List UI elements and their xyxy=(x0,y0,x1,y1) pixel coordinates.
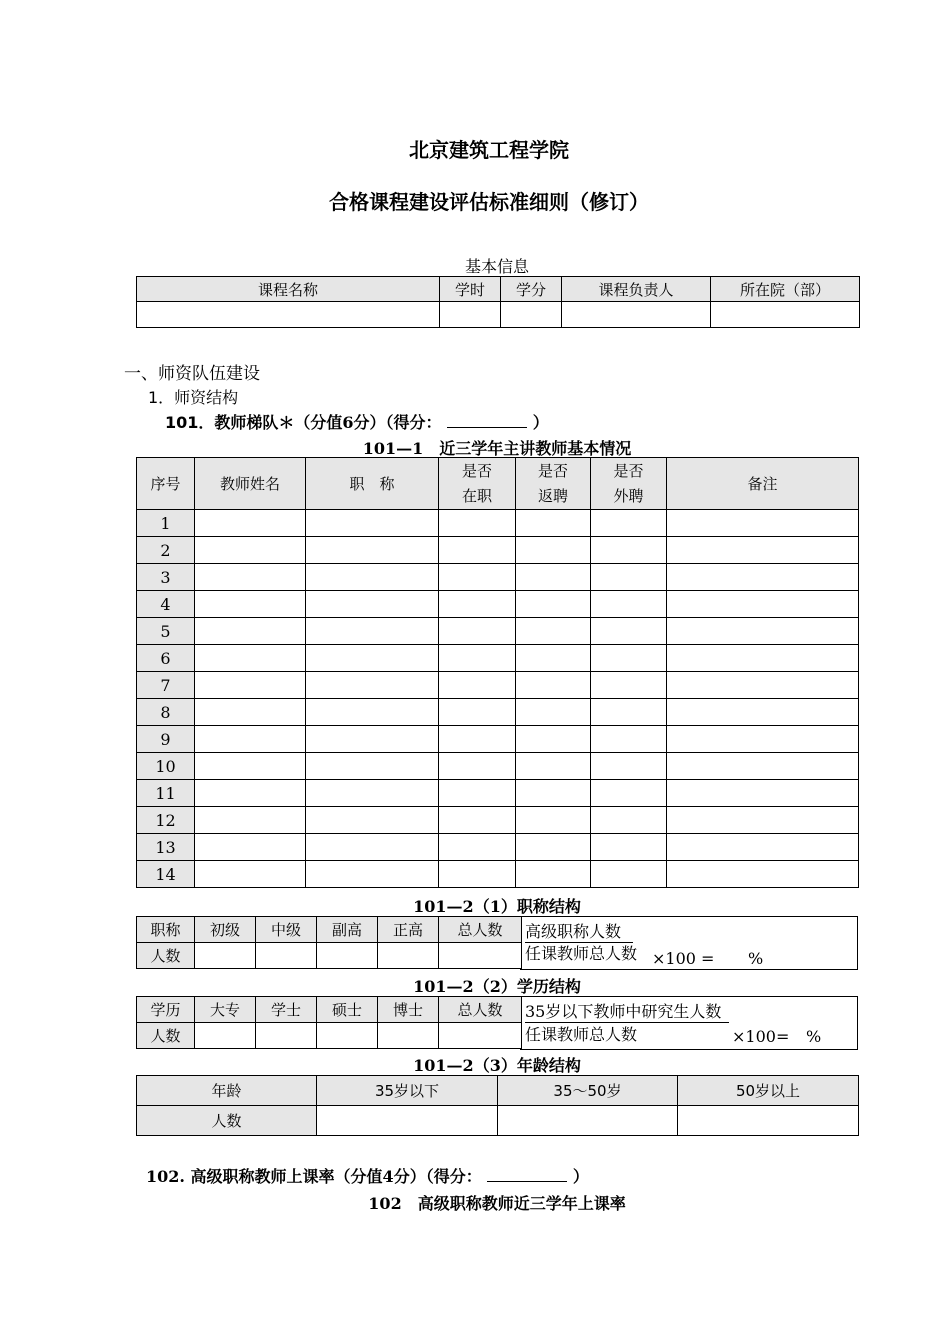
teacher-cell[interactable] xyxy=(667,834,859,861)
teacher-row xyxy=(137,834,859,861)
item-101-prefix: 101．教师梯队＊（分值 xyxy=(165,413,343,432)
edu-count-label: 人数 xyxy=(137,1023,195,1049)
col-title: 职 称 xyxy=(306,458,439,510)
document-title: 合格课程建设评估标准细则（修订） xyxy=(329,190,649,214)
education-ratio-percent: % xyxy=(806,1027,822,1046)
basic-cell-owner[interactable] xyxy=(562,302,711,328)
item-101-heading xyxy=(165,410,549,433)
age-structure-table xyxy=(136,1075,859,1136)
teacher-cell[interactable] xyxy=(439,861,516,888)
title-count-label: 人数 xyxy=(137,943,195,969)
item-101-close: ） xyxy=(532,413,549,432)
basic-col-hours: 学时 xyxy=(440,277,501,302)
teacher-cell[interactable] xyxy=(195,618,306,645)
edu-cell[interactable] xyxy=(378,1023,439,1049)
teacher-cell[interactable] xyxy=(306,807,439,834)
education-ratio-numerator: 35岁以下教师中研究生人数 xyxy=(525,999,729,1023)
teacher-row-number: 13 xyxy=(137,834,195,861)
teacher-row-number: 11 xyxy=(137,780,195,807)
teacher-cell[interactable] xyxy=(667,537,859,564)
education-ratio-box xyxy=(520,996,858,1050)
teacher-cell[interactable] xyxy=(306,672,439,699)
institution-title: 北京建筑工程学院 xyxy=(409,138,569,162)
title-cell[interactable] xyxy=(256,943,317,969)
teacher-row xyxy=(137,807,859,834)
teacher-cell[interactable] xyxy=(516,726,591,753)
teacher-row xyxy=(137,726,859,753)
teacher-cell[interactable] xyxy=(306,618,439,645)
title-ratio-percent: % xyxy=(748,949,764,968)
edu-cell[interactable] xyxy=(439,1023,522,1049)
teacher-cell[interactable] xyxy=(306,753,439,780)
teacher-cell[interactable] xyxy=(667,726,859,753)
teacher-cell[interactable] xyxy=(306,726,439,753)
title-senior: 正高 xyxy=(378,917,439,943)
item-102-score: 4 xyxy=(382,1167,394,1186)
teacher-cell[interactable] xyxy=(516,537,591,564)
teacher-cell[interactable] xyxy=(195,861,306,888)
teacher-cell[interactable] xyxy=(195,537,306,564)
edu-doctor: 博士 xyxy=(378,997,439,1023)
item-102-score-blank[interactable] xyxy=(487,1167,567,1182)
teacher-cell[interactable] xyxy=(439,672,516,699)
teacher-cell[interactable] xyxy=(195,753,306,780)
teacher-row-number: 7 xyxy=(137,672,195,699)
age-cell[interactable] xyxy=(498,1106,678,1136)
teacher-cell[interactable] xyxy=(591,861,667,888)
basic-info-caption: 基本信息 xyxy=(464,257,529,276)
age-35-50: 35～50岁 xyxy=(498,1076,678,1106)
teacher-cell[interactable] xyxy=(439,780,516,807)
teacher-cell[interactable] xyxy=(591,510,667,537)
age-header-label: 年龄 xyxy=(137,1076,317,1106)
teacher-cell[interactable] xyxy=(195,726,306,753)
teacher-cell[interactable] xyxy=(667,618,859,645)
education-ratio-denominator: 任课教师总人数 xyxy=(525,1025,638,1044)
col-serving: 是否 在职 xyxy=(439,458,516,510)
teacher-cell[interactable] xyxy=(667,699,859,726)
teacher-cell[interactable] xyxy=(667,753,859,780)
teacher-row xyxy=(137,672,859,699)
teacher-cell[interactable] xyxy=(195,672,306,699)
teacher-cell[interactable] xyxy=(439,618,516,645)
item-101-score: 6 xyxy=(342,413,354,432)
teacher-row-number: 4 xyxy=(137,591,195,618)
teacher-row xyxy=(137,618,859,645)
item-101-suffix: 分）（得分： xyxy=(353,413,442,432)
title-total: 总人数 xyxy=(439,917,522,943)
teacher-cell[interactable] xyxy=(306,564,439,591)
teacher-cell[interactable] xyxy=(667,672,859,699)
basic-cell-hours[interactable] xyxy=(440,302,501,328)
teacher-row xyxy=(137,537,859,564)
teacher-cell[interactable] xyxy=(591,807,667,834)
title-cell[interactable] xyxy=(317,943,378,969)
edu-cell[interactable] xyxy=(256,1023,317,1049)
teacher-cell[interactable] xyxy=(591,537,667,564)
basic-col-credits: 学分 xyxy=(501,277,562,302)
item-102-prefix: 102. 高级职称教师上课率（分值 xyxy=(146,1167,383,1186)
teacher-cell[interactable] xyxy=(591,564,667,591)
teacher-table xyxy=(136,457,859,888)
teacher-cell[interactable] xyxy=(195,807,306,834)
teacher-cell[interactable] xyxy=(516,699,591,726)
teacher-row xyxy=(137,780,859,807)
col-remark: 备注 xyxy=(667,458,859,510)
teacher-row-number: 8 xyxy=(137,699,195,726)
teacher-cell[interactable] xyxy=(306,645,439,672)
basic-cell-course-name[interactable] xyxy=(137,302,440,328)
teacher-row xyxy=(137,564,859,591)
title-ratio-numerator: 高级职称人数 xyxy=(525,919,633,943)
teacher-cell[interactable] xyxy=(516,564,591,591)
teacher-cell[interactable] xyxy=(591,699,667,726)
teacher-cell[interactable] xyxy=(306,834,439,861)
item-101-score-blank[interactable] xyxy=(447,413,527,428)
teacher-cell[interactable] xyxy=(439,726,516,753)
teacher-cell[interactable] xyxy=(516,834,591,861)
teacher-cell[interactable] xyxy=(591,834,667,861)
teacher-cell[interactable] xyxy=(667,807,859,834)
item-102-close: ） xyxy=(572,1167,589,1186)
teacher-cell[interactable] xyxy=(195,645,306,672)
teacher-cell[interactable] xyxy=(516,618,591,645)
teacher-row xyxy=(137,510,859,537)
education-structure-table xyxy=(136,996,522,1049)
title-cell[interactable] xyxy=(439,943,522,969)
teacher-row xyxy=(137,699,859,726)
edu-master: 硕士 xyxy=(317,997,378,1023)
basic-info-table xyxy=(136,276,860,328)
teacher-cell[interactable] xyxy=(439,564,516,591)
teacher-cell[interactable] xyxy=(516,591,591,618)
title-junior: 初级 xyxy=(195,917,256,943)
edu-header-label: 学历 xyxy=(137,997,195,1023)
title-ratio-formula: ×100 = xyxy=(652,949,715,968)
teacher-row-number: 6 xyxy=(137,645,195,672)
table-101-2-3-caption: 101—2（3）年龄结构 xyxy=(413,1056,581,1075)
teacher-cell[interactable] xyxy=(516,861,591,888)
edu-bachelor: 学士 xyxy=(256,997,317,1023)
teacher-row-number: 14 xyxy=(137,861,195,888)
teacher-cell[interactable] xyxy=(516,672,591,699)
teacher-cell[interactable] xyxy=(667,861,859,888)
teacher-cell[interactable] xyxy=(439,753,516,780)
teacher-row xyxy=(137,753,859,780)
teacher-row-number: 5 xyxy=(137,618,195,645)
teacher-cell[interactable] xyxy=(306,861,439,888)
edu-total: 总人数 xyxy=(439,997,522,1023)
item-102-heading xyxy=(146,1164,589,1187)
col-rehired: 是否 返聘 xyxy=(516,458,591,510)
item-102-suffix: 分）（得分： xyxy=(393,1167,482,1186)
teacher-row-number: 3 xyxy=(137,564,195,591)
teacher-cell[interactable] xyxy=(195,510,306,537)
col-seq: 序号 xyxy=(137,458,195,510)
table-102-caption: 102 高级职称教师近三学年上课率 xyxy=(368,1194,626,1213)
teacher-cell[interactable] xyxy=(516,807,591,834)
teacher-cell[interactable] xyxy=(591,591,667,618)
teacher-cell[interactable] xyxy=(591,672,667,699)
teacher-cell[interactable] xyxy=(516,753,591,780)
edu-cell[interactable] xyxy=(195,1023,256,1049)
teacher-cell[interactable] xyxy=(591,726,667,753)
age-under-35: 35岁以下 xyxy=(317,1076,498,1106)
teacher-cell[interactable] xyxy=(306,699,439,726)
teacher-row-number: 2 xyxy=(137,537,195,564)
teacher-row xyxy=(137,861,859,888)
teacher-cell[interactable] xyxy=(591,645,667,672)
teacher-cell[interactable] xyxy=(439,510,516,537)
title-cell[interactable] xyxy=(195,943,256,969)
basic-col-course-name: 课程名称 xyxy=(137,277,440,302)
teacher-row xyxy=(137,645,859,672)
title-structure-table xyxy=(136,916,522,969)
teacher-cell[interactable] xyxy=(667,564,859,591)
teacher-cell[interactable] xyxy=(439,807,516,834)
table-101-1-caption: 101—1 近三学年主讲教师基本情况 xyxy=(362,439,632,458)
teacher-row-number: 1 xyxy=(137,510,195,537)
teacher-cell[interactable] xyxy=(439,537,516,564)
basic-col-department: 所在院（部） xyxy=(711,277,860,302)
title-header-label: 职称 xyxy=(137,917,195,943)
title-cell[interactable] xyxy=(378,943,439,969)
title-ratio-denominator: 任课教师总人数 xyxy=(525,944,638,963)
basic-cell-department[interactable] xyxy=(711,302,860,328)
title-intermediate: 中级 xyxy=(256,917,317,943)
teacher-row-number: 9 xyxy=(137,726,195,753)
col-external: 是否 外聘 xyxy=(591,458,667,510)
table-101-2-1-caption: 101—2（1）职称结构 xyxy=(413,897,581,916)
teacher-cell[interactable] xyxy=(439,591,516,618)
teacher-cell[interactable] xyxy=(591,618,667,645)
age-count-label: 人数 xyxy=(137,1106,317,1136)
teacher-cell[interactable] xyxy=(591,780,667,807)
teacher-cell[interactable] xyxy=(516,780,591,807)
teacher-cell[interactable] xyxy=(667,645,859,672)
teacher-cell[interactable] xyxy=(439,645,516,672)
teacher-cell[interactable] xyxy=(439,834,516,861)
teacher-cell[interactable] xyxy=(306,510,439,537)
teacher-cell[interactable] xyxy=(195,591,306,618)
edu-college: 大专 xyxy=(195,997,256,1023)
age-over-50: 50岁以上 xyxy=(678,1076,859,1106)
teacher-cell[interactable] xyxy=(667,591,859,618)
teacher-cell[interactable] xyxy=(306,591,439,618)
section-heading: 一、师资队伍建设 xyxy=(124,364,260,384)
teacher-cell[interactable] xyxy=(306,780,439,807)
teacher-cell[interactable] xyxy=(667,510,859,537)
basic-col-owner: 课程负责人 xyxy=(562,277,711,302)
teacher-row-number: 12 xyxy=(137,807,195,834)
teacher-cell[interactable] xyxy=(306,537,439,564)
teacher-cell[interactable] xyxy=(195,564,306,591)
teacher-row-number: 10 xyxy=(137,753,195,780)
teacher-cell[interactable] xyxy=(195,699,306,726)
sub-heading: 1．师资结构 xyxy=(148,388,239,407)
col-teacher-name: 教师姓名 xyxy=(195,458,306,510)
teacher-cell[interactable] xyxy=(439,699,516,726)
edu-cell[interactable] xyxy=(317,1023,378,1049)
title-ratio-box xyxy=(520,916,858,970)
age-cell[interactable] xyxy=(317,1106,498,1136)
teacher-cell[interactable] xyxy=(516,645,591,672)
education-ratio-formula: ×100= xyxy=(732,1027,790,1046)
age-cell[interactable] xyxy=(678,1106,859,1136)
teacher-cell[interactable] xyxy=(195,780,306,807)
teacher-cell[interactable] xyxy=(591,753,667,780)
basic-cell-credits[interactable] xyxy=(501,302,562,328)
table-101-2-2-caption: 101—2（2）学历结构 xyxy=(413,977,581,996)
teacher-row xyxy=(137,591,859,618)
teacher-cell[interactable] xyxy=(195,834,306,861)
teacher-cell[interactable] xyxy=(516,510,591,537)
title-associate: 副高 xyxy=(317,917,378,943)
teacher-cell[interactable] xyxy=(667,780,859,807)
